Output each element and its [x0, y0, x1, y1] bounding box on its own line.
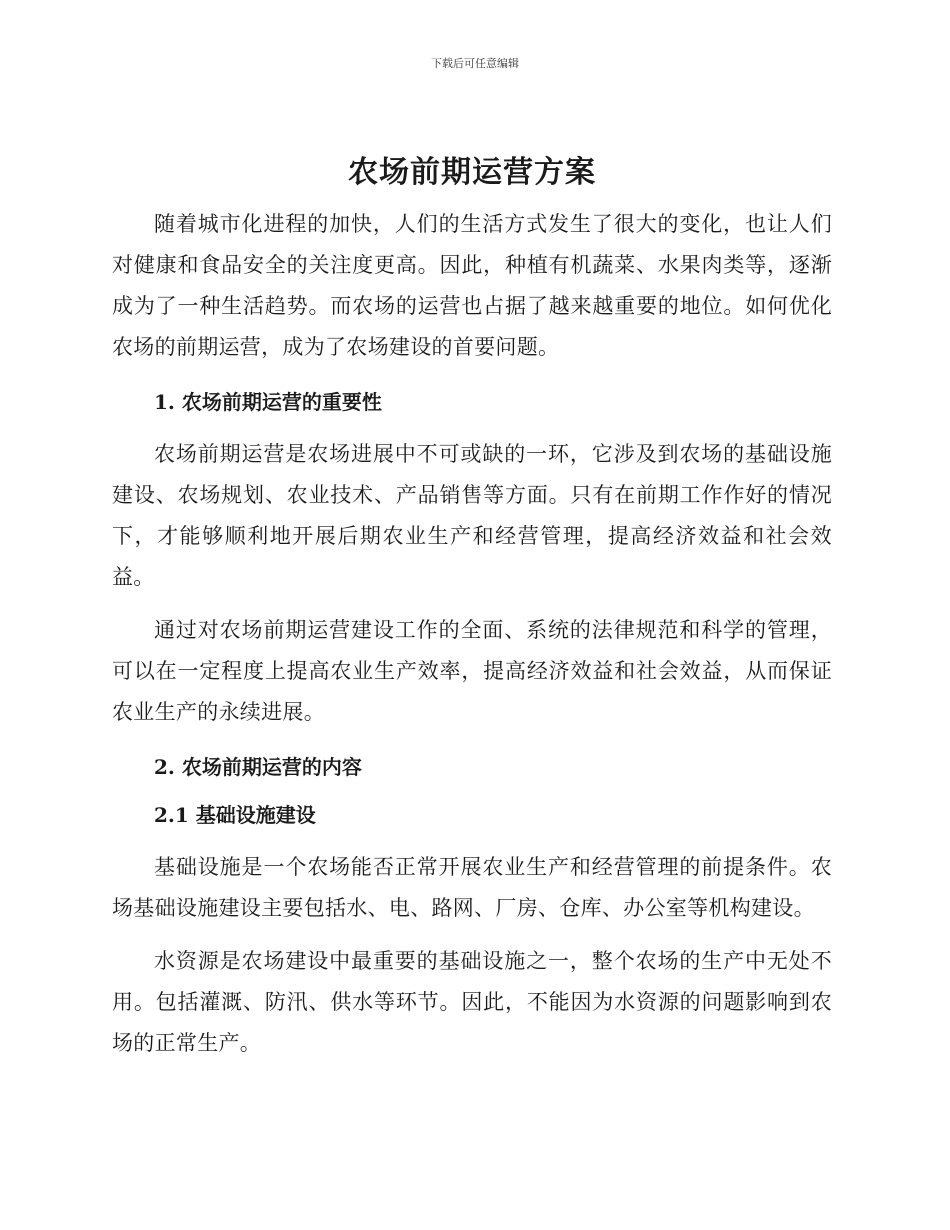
section-heading-2: 2. 农场前期运营的内容 — [154, 755, 362, 779]
paragraph-infrastructure-2: 水资源是农场建设中最重要的基础设施之一，整个农场的生产中无处不用。包括灌溉、防汛、供水等环节。因此，不能因为水资源的问题影响到农场的正常生产。 — [112, 949, 832, 1055]
paragraph-infrastructure-1: 基础设施是一个农场能否正常开展农业生产和经营管理的前提条件。农场基础设施建设主要包括水、电、路网、厂房、仓库、办公室等机构建设。 — [112, 855, 832, 920]
document-title: 农场前期运营方案 — [348, 155, 596, 190]
subsection-heading-2-1: 2.1 基础设施建设 — [154, 803, 316, 827]
paragraph-importance-1: 农场前期运营是农场进展中不可或缺的一环，它涉及到农场的基础设施建设、农场规划、农业技术、产品销售等方面。只有在前期工作作好的情况下，才能够顺利地开展后期农业生产和经营管理，提高经济效益和社会效益。 — [112, 442, 832, 589]
header-note: 下载后可任意编辑 — [431, 57, 519, 70]
intro-paragraph: 随着城市化进程的加快，人们的生活方式发生了很大的变化，也让人们对健康和食品安全的关注度更高。因此，种植有机蔬菜、水果肉类等，逐渐成为了一种生活趋势。而农场的运营也占据了越来越重要的地位。如何优化农场的前期运营，成为了农场建设的首要问题。 — [112, 212, 832, 359]
paragraph-importance-2: 通过对农场前期运营建设工作的全面、系统的法律规范和科学的管理，可以在一定程度上提高农业生产效率，提高经济效益和社会效益，从而保证农业生产的永续进展。 — [112, 618, 832, 724]
section-heading-1: 1. 农场前期运营的重要性 — [154, 390, 382, 414]
document-body — [112, 150, 832, 1064]
